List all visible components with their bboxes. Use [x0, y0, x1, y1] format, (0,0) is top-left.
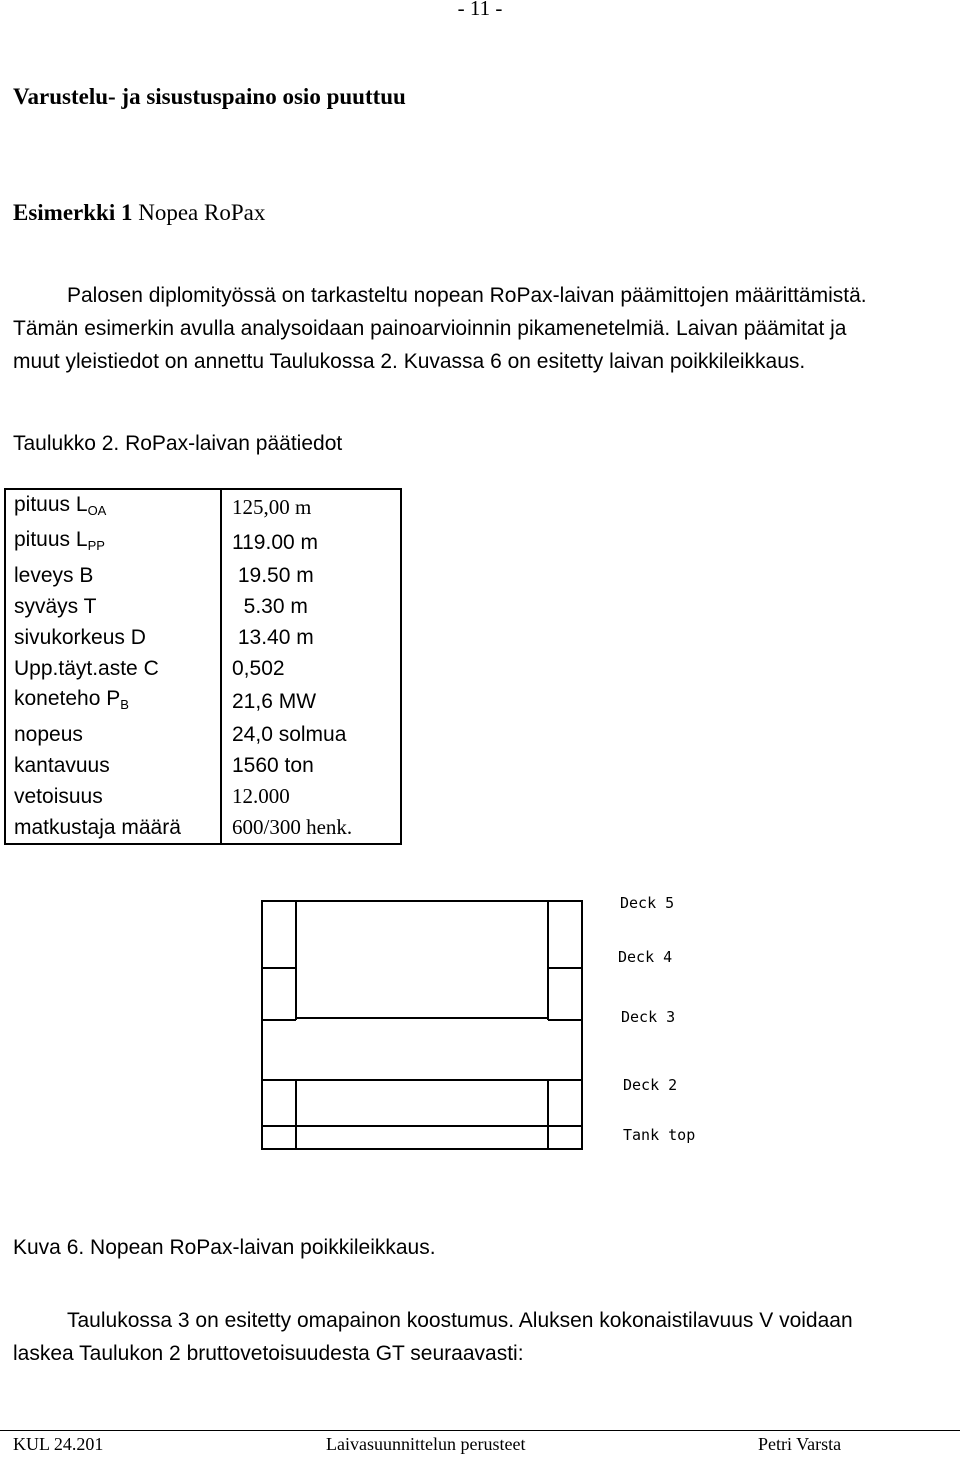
footer-center: Laivasuunnittelun perusteet — [326, 1434, 526, 1454]
spec-label: matkustaja määrä — [14, 816, 181, 839]
deck-label: Tank top — [623, 1126, 696, 1144]
spec-label: nopeus — [14, 723, 83, 746]
example-heading — [13, 200, 265, 226]
spec-label: koneteho P — [14, 687, 121, 710]
spec-label-subscript: OA — [87, 503, 107, 518]
cross-section-diagram — [255, 890, 705, 1150]
footer-left: KUL 24.201 — [13, 1434, 104, 1454]
spec-value: 24,0 solmua — [221, 719, 401, 750]
spec-label-cell — [5, 684, 221, 719]
spec-label-cell — [5, 750, 221, 781]
spec-label: syväys T — [14, 595, 97, 618]
spec-label-subscript: B — [120, 697, 129, 712]
outro-line: Taulukossa 3 on esitetty omapainon koostumus. Aluksen kokonaistilavuus V voidaan — [67, 1309, 853, 1332]
deck-label: Deck 3 — [621, 1008, 676, 1026]
table-row — [5, 684, 401, 719]
spec-label: kantavuus — [14, 754, 110, 777]
outro-paragraph — [13, 1304, 947, 1370]
spec-label: sivukorkeus D — [14, 626, 146, 649]
spec-label-cell — [5, 489, 221, 525]
table-row — [5, 781, 401, 812]
spec-value: 21,6 MW — [221, 684, 401, 719]
spec-value: 12.000 — [221, 781, 401, 812]
spec-label-cell — [5, 781, 221, 812]
spec-label-cell — [5, 525, 221, 560]
outro-line: laskea Taulukon 2 bruttovetoisuudesta GT seuraavasti: — [13, 1342, 524, 1365]
table-row — [5, 591, 401, 622]
spec-label-cell — [5, 591, 221, 622]
deck-label: Deck 4 — [618, 948, 673, 966]
spec-label-cell — [5, 653, 221, 684]
example-title: Nopea RoPax — [138, 200, 266, 225]
spec-value: 13.40 m — [221, 622, 401, 653]
deck-label: Deck 2 — [623, 1076, 678, 1094]
page-number: - 11 - — [457, 0, 503, 20]
specs-table — [4, 488, 402, 845]
spec-label: vetoisuus — [14, 785, 103, 808]
spec-value: 125,00 m — [221, 489, 401, 525]
intro-line: Palosen diplomityössä on tarkasteltu nopean RoPax-laivan päämittojen määrittämistä. — [67, 284, 867, 307]
spec-value: 1560 ton — [221, 750, 401, 781]
hull-outline — [262, 901, 582, 1149]
table-row — [5, 750, 401, 781]
intro-line: muut yleistiedot on annettu Taulukossa 2. Kuvassa 6 on esitetty laivan poikkileikkaus. — [13, 350, 806, 373]
spec-label: Upp.täyt.aste C — [14, 657, 159, 680]
footer-right: Petri Varsta — [758, 1434, 842, 1454]
spec-label: pituus L — [14, 528, 88, 551]
table-row — [5, 622, 401, 653]
spec-label: pituus L — [14, 493, 88, 516]
example-label: Esimerkki 1 — [13, 200, 133, 225]
table-row — [5, 653, 401, 684]
deck-label: Deck 5 — [620, 894, 675, 912]
figure-caption: Kuva 6. Nopean RoPax-laivan poikkileikkaus. — [13, 1236, 436, 1259]
table-row — [5, 560, 401, 591]
spec-label-cell — [5, 622, 221, 653]
intro-paragraph — [13, 279, 947, 378]
spec-value: 119.00 m — [221, 525, 401, 560]
table-row — [5, 489, 401, 525]
spec-label-cell — [5, 812, 221, 844]
spec-label-subscript: PP — [87, 538, 105, 553]
section-heading: Varustelu- ja sisustuspaino osio puuttuu — [13, 84, 406, 109]
table-row — [5, 719, 401, 750]
footer-rule — [0, 1430, 960, 1431]
spec-value: 600/300 henk. — [221, 812, 401, 844]
table-row — [5, 812, 401, 844]
spec-label-cell — [5, 719, 221, 750]
spec-value: 19.50 m — [221, 560, 401, 591]
spec-label-cell — [5, 560, 221, 591]
spec-value: 0,502 — [221, 653, 401, 684]
table-caption: Taulukko 2. RoPax-laivan päätiedot — [13, 432, 343, 455]
spec-value: 5.30 m — [221, 591, 401, 622]
intro-line: Tämän esimerkin avulla analysoidaan painoarvioinnin pikamenetelmiä. Laivan päämitat ja — [13, 317, 847, 340]
table-row — [5, 525, 401, 560]
spec-label: leveys B — [14, 564, 94, 587]
